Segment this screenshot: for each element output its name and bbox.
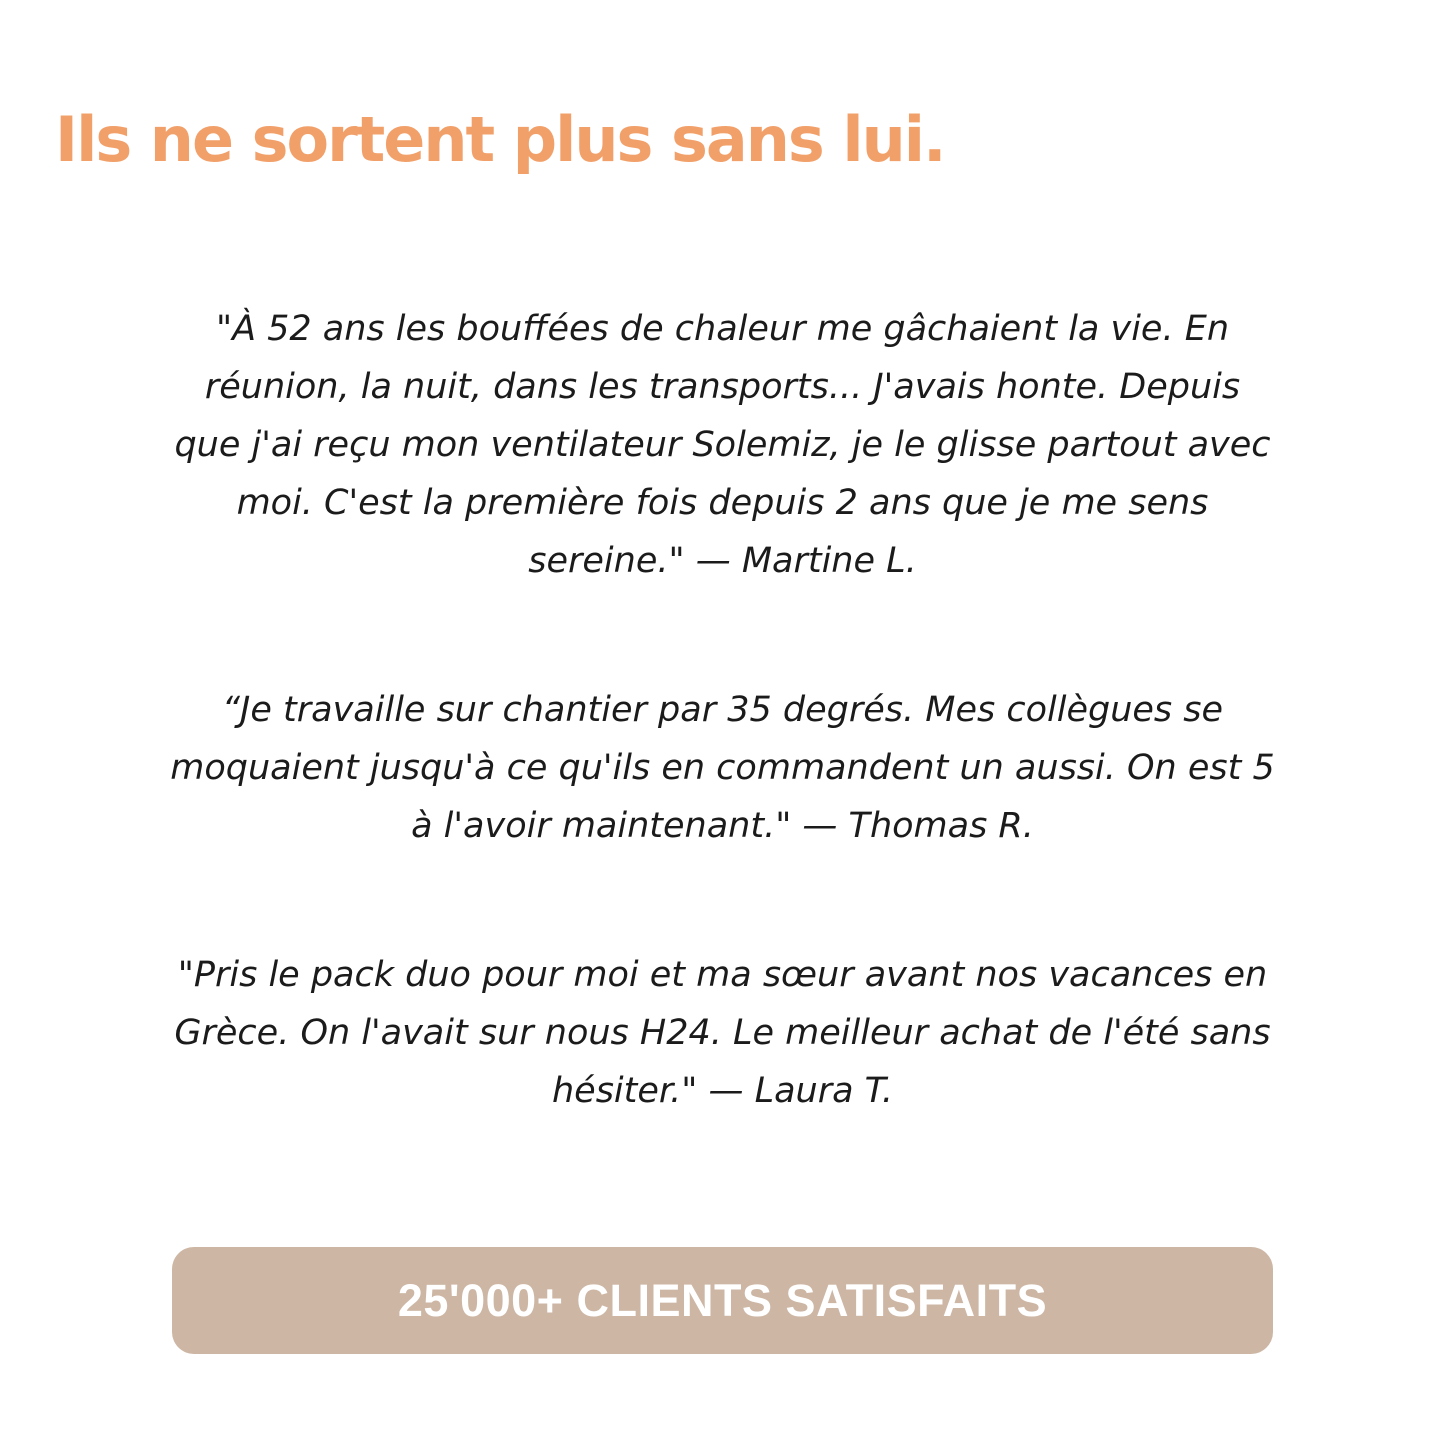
badge-label: 25'000+ CLIENTS SATISFAITS [397,1274,1048,1326]
satisfied-clients-badge [172,1247,1273,1354]
testimonial-line: moquaient jusqu'à ce qu'ils en commandent un aussi. On est 5 [170,748,1275,788]
testimonial-line: Grèce. On l'avait sur nous H24. Le meilleur achat de l'été sans [174,1013,1271,1053]
testimonial-line: "À 52 ans les bouffées de chaleur me gâchaient la vie. En [215,309,1230,349]
page-title: Ils ne sortent plus sans lui. [55,103,945,176]
testimonial-line: “Je travaille sur chantier par 35 degrés. Mes collègues se [221,690,1224,730]
testimonial-line: à l'avoir maintenant." — Thomas R. [411,806,1034,846]
testimonial-line: que j'ai reçu mon ventilateur Solemiz, je le glisse partout avec [174,425,1271,465]
testimonial-line: moi. C'est la première fois depuis 2 ans que je me sens [236,483,1209,523]
testimonial-thomas [50,681,1395,855]
testimonial-laura [50,946,1395,1120]
testimonial-line: hésiter." — Laura T. [551,1071,894,1111]
testimonial-line: réunion, la nuit, dans les transports... J'avais honte. Depuis [204,367,1241,407]
testimonial-line: sereine." — Martine L. [528,541,917,581]
testimonial-martine [50,300,1395,590]
testimonial-line: "Pris le pack duo pour moi et ma sœur avant nos vacances en [177,955,1268,995]
